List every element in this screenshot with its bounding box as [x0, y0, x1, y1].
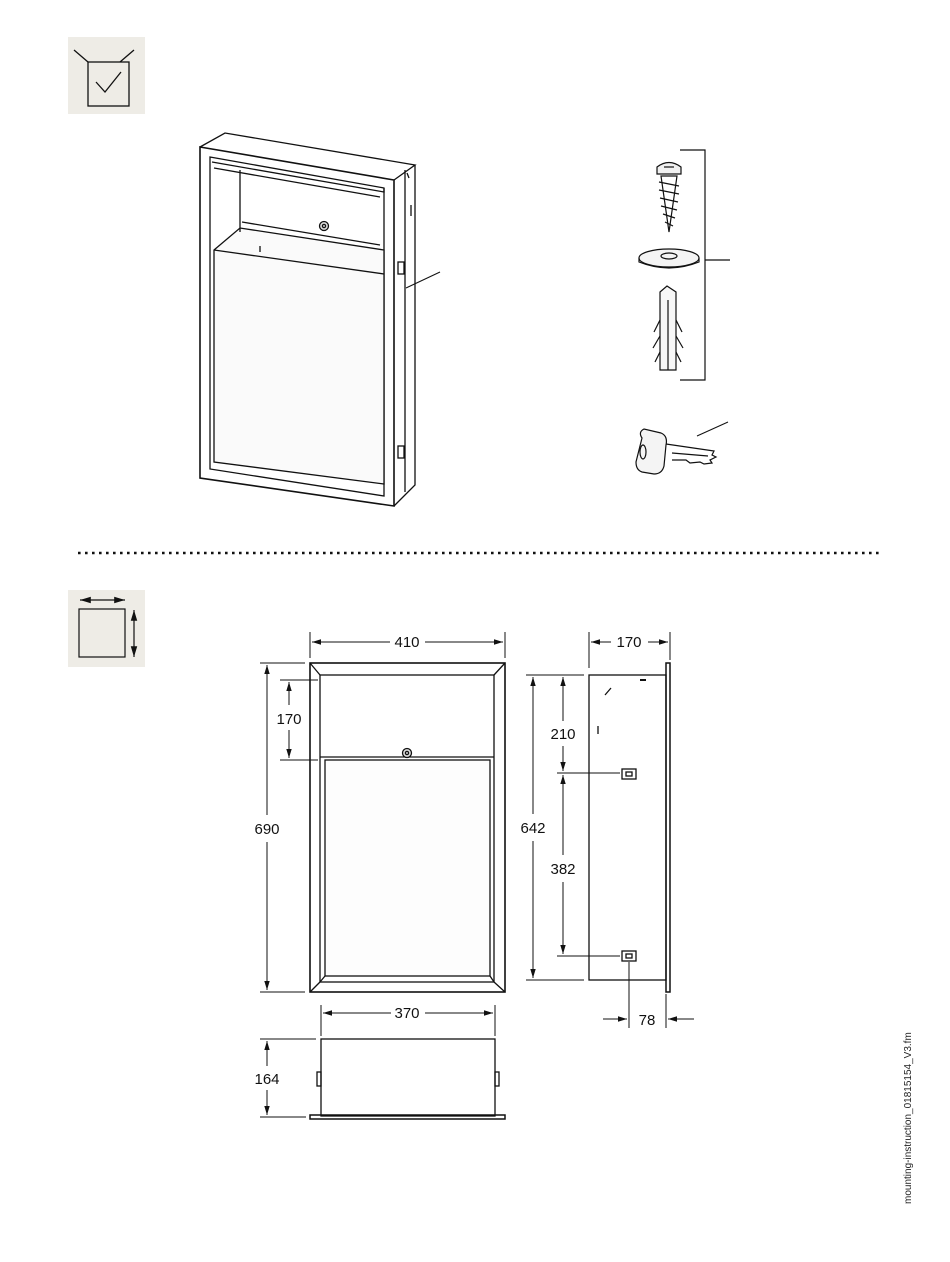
dim-side-bottom: 78	[638, 1012, 656, 1029]
wall-plug-icon	[653, 286, 683, 370]
dim-side-height: 642	[520, 820, 546, 837]
dim-side-upper: 210	[550, 726, 576, 743]
washer-icon	[639, 249, 699, 268]
key-icon	[636, 422, 728, 474]
dim-side-depth: 170	[616, 634, 642, 651]
side-dimension-lines	[526, 632, 694, 1028]
dim-flap-height: 170	[276, 711, 302, 728]
dim-inner-width: 370	[394, 1005, 420, 1022]
dim-side-between: 382	[550, 861, 576, 878]
screw-icon	[657, 163, 681, 233]
dim-bottom-depth: 164	[254, 1071, 280, 1088]
bottom-view-drawing	[310, 1039, 505, 1119]
fixing-set-illustration	[639, 150, 730, 380]
dim-front-height: 690	[254, 821, 280, 838]
scope-of-delivery-icon	[68, 37, 145, 114]
dimensions-icon	[68, 590, 145, 667]
side-view-drawing	[589, 663, 670, 992]
front-view-drawing	[310, 663, 505, 992]
dim-front-width: 410	[394, 634, 420, 651]
document-filename-label: mounting-instruction_01815154_V3.fm	[903, 1032, 914, 1204]
bottom-dimension-lines	[260, 1005, 495, 1117]
waste-bin-illustration	[200, 133, 440, 506]
